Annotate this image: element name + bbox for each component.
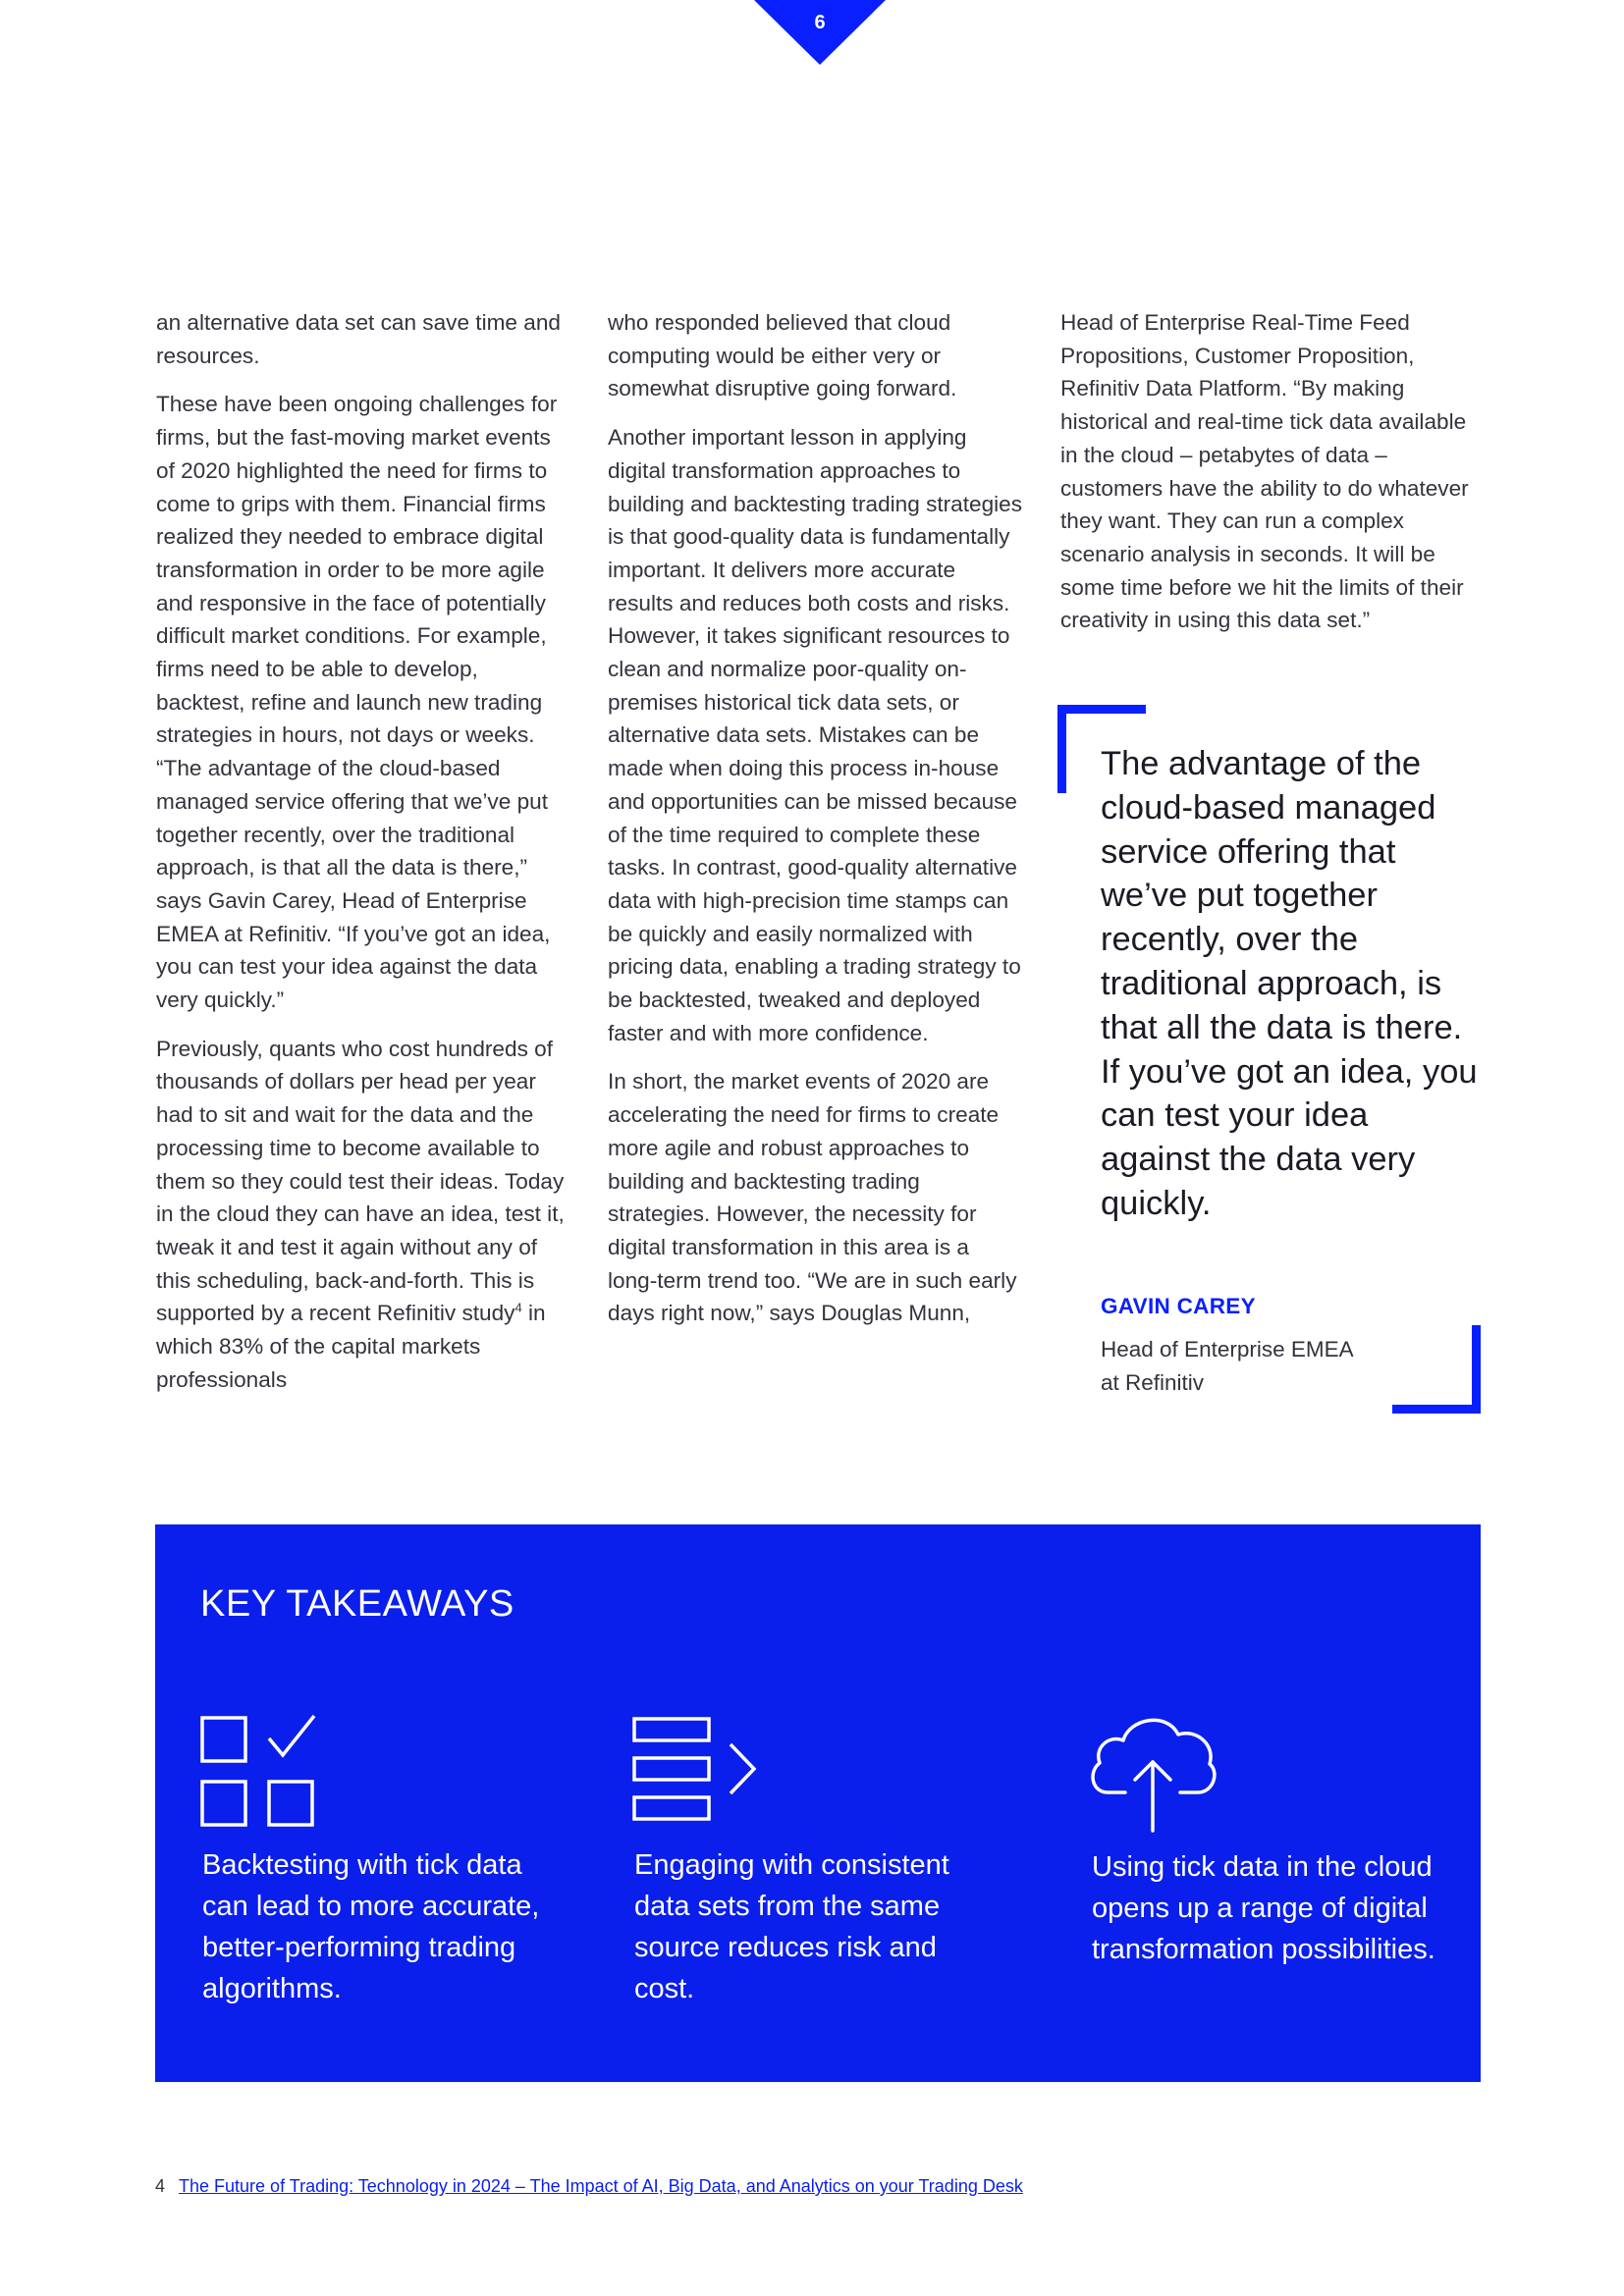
stacked-bars-arrow-icon [632,1715,760,1825]
page-number-badge [754,0,886,65]
body-column-1 [156,306,572,1413]
takeaway-text: Engaging with consistent data sets from the same source reduces risk and cost. [634,1849,949,2004]
paragraph-text: in which 83% of the capital markets professionals [156,1301,546,1392]
paragraph: These have been ongoing challenges for firms, but the fast-moving market events of 2020 highlighted the need for firms to come to grips with them. Financial firms realized they needed to embrace digital transformation in order to be more agile and responsive in the face of potentially difficult market conditions. For example, firms need to be able to develop, backtest, refine and launch new trading strategies in hours, not days or weeks. “The advantage of the cloud-based managed service offering that we’ve put together recently, over the traditional approach, is that all the data is there,” says Gavin Carey, Head of Enterprise EMEA at Refinitiv. “If you’ve got an idea, you can test your idea against the data very quickly.” [156,392,558,1013]
footnote-number: 4 [155,2176,166,2196]
body-column-3 [1060,306,1477,653]
bracket-bottom-right-icon [1392,1325,1481,1414]
paragraph: who responded believed that cloud computing would be either very or somewhat disruptive going forward. [608,310,957,401]
paragraph-text: Previously, quants who cost hundreds of thousands of dollars per head per year had to sit and wait for the data and the processing time to become available to them so they could test their ideas. Today in the cloud they can have an idea, test it, tweak it and test it again without any of this scheduling, back-and-forth. This is supported by a recent Refinitiv study [156,1036,565,1326]
pull-quote-role: Head of Enterprise EMEA at Refinitiv [1101,1337,1353,1395]
takeaway-text: Using tick data in the cloud opens up a range of digital transformation possibilities. [1092,1851,1435,1965]
body-column-2 [608,306,1024,1346]
key-takeaways-title: KEY TAKEAWAYS [200,1583,514,1625]
footnote [155,2176,1023,2197]
paragraph: an alternative data set can save time and resources. [156,310,561,368]
footnote-link[interactable]: The Future of Trading: Technology in 2024 – The Impact of AI, Big Data, and Analytics on your Trading Desk [179,2176,1023,2196]
page-number: 6 [814,12,826,33]
paragraph: In short, the market events of 2020 are accelerating the need for firms to create more agile and robust approaches to building and backtesting trading strategies. However, the necessity for digital transformation in this area is a long-term trend too. “We are in such early days right now,” says Douglas Munn, [608,1069,1017,1326]
takeaway-text: Backtesting with tick data can lead to more accurate, better-performing trading algorithms. [202,1849,540,2004]
cloud-upload-icon [1086,1711,1219,1835]
checklist-icon [200,1711,318,1829]
paragraph: Another important lesson in applying digital transformation approaches to building and backtesting trading strategies is that good-quality data is fundamentally important. It delivers more accurate results and reduces both costs and risks. However, it takes significant resources to clean and normalize poor-quality on-premises historical tick data sets, or alternative data sets. Mistakes can be made when doing this process in-house and opportunities can be missed because of the time required to complete these tasks. In contrast, good-quality alternative data with high-precision time stamps can be quickly and easily normalized with pricing data, enabling a trading strategy to be backtested, tweaked and deployed faster and with more confidence. [608,425,1023,1045]
key-takeaways-panel [155,1524,1481,2082]
pull-quote-name: GAVIN CAREY [1101,1294,1256,1318]
paragraph: Head of Enterprise Real-Time Feed Propositions, Customer Proposition, Refinitiv Data Platform. “By making historical and real-time tick data available in the cloud – petabytes of data – customers have the ability to do whatever they want. They can run a complex scenario analysis in seconds. It will be some time before we hit the limits of their creativity in using this data set.” [1060,310,1469,633]
paragraph [156,1033,572,1397]
pull-quote [1057,705,1484,1414]
pull-quote-text: The advantage of the cloud-based managed service offering that we’ve put together recently, over the traditional approach, is that all the data is there. If you’ve got an idea, you can test your idea against the data very quickly. [1101,745,1478,1222]
footnote-reference: 4 [514,1300,522,1315]
